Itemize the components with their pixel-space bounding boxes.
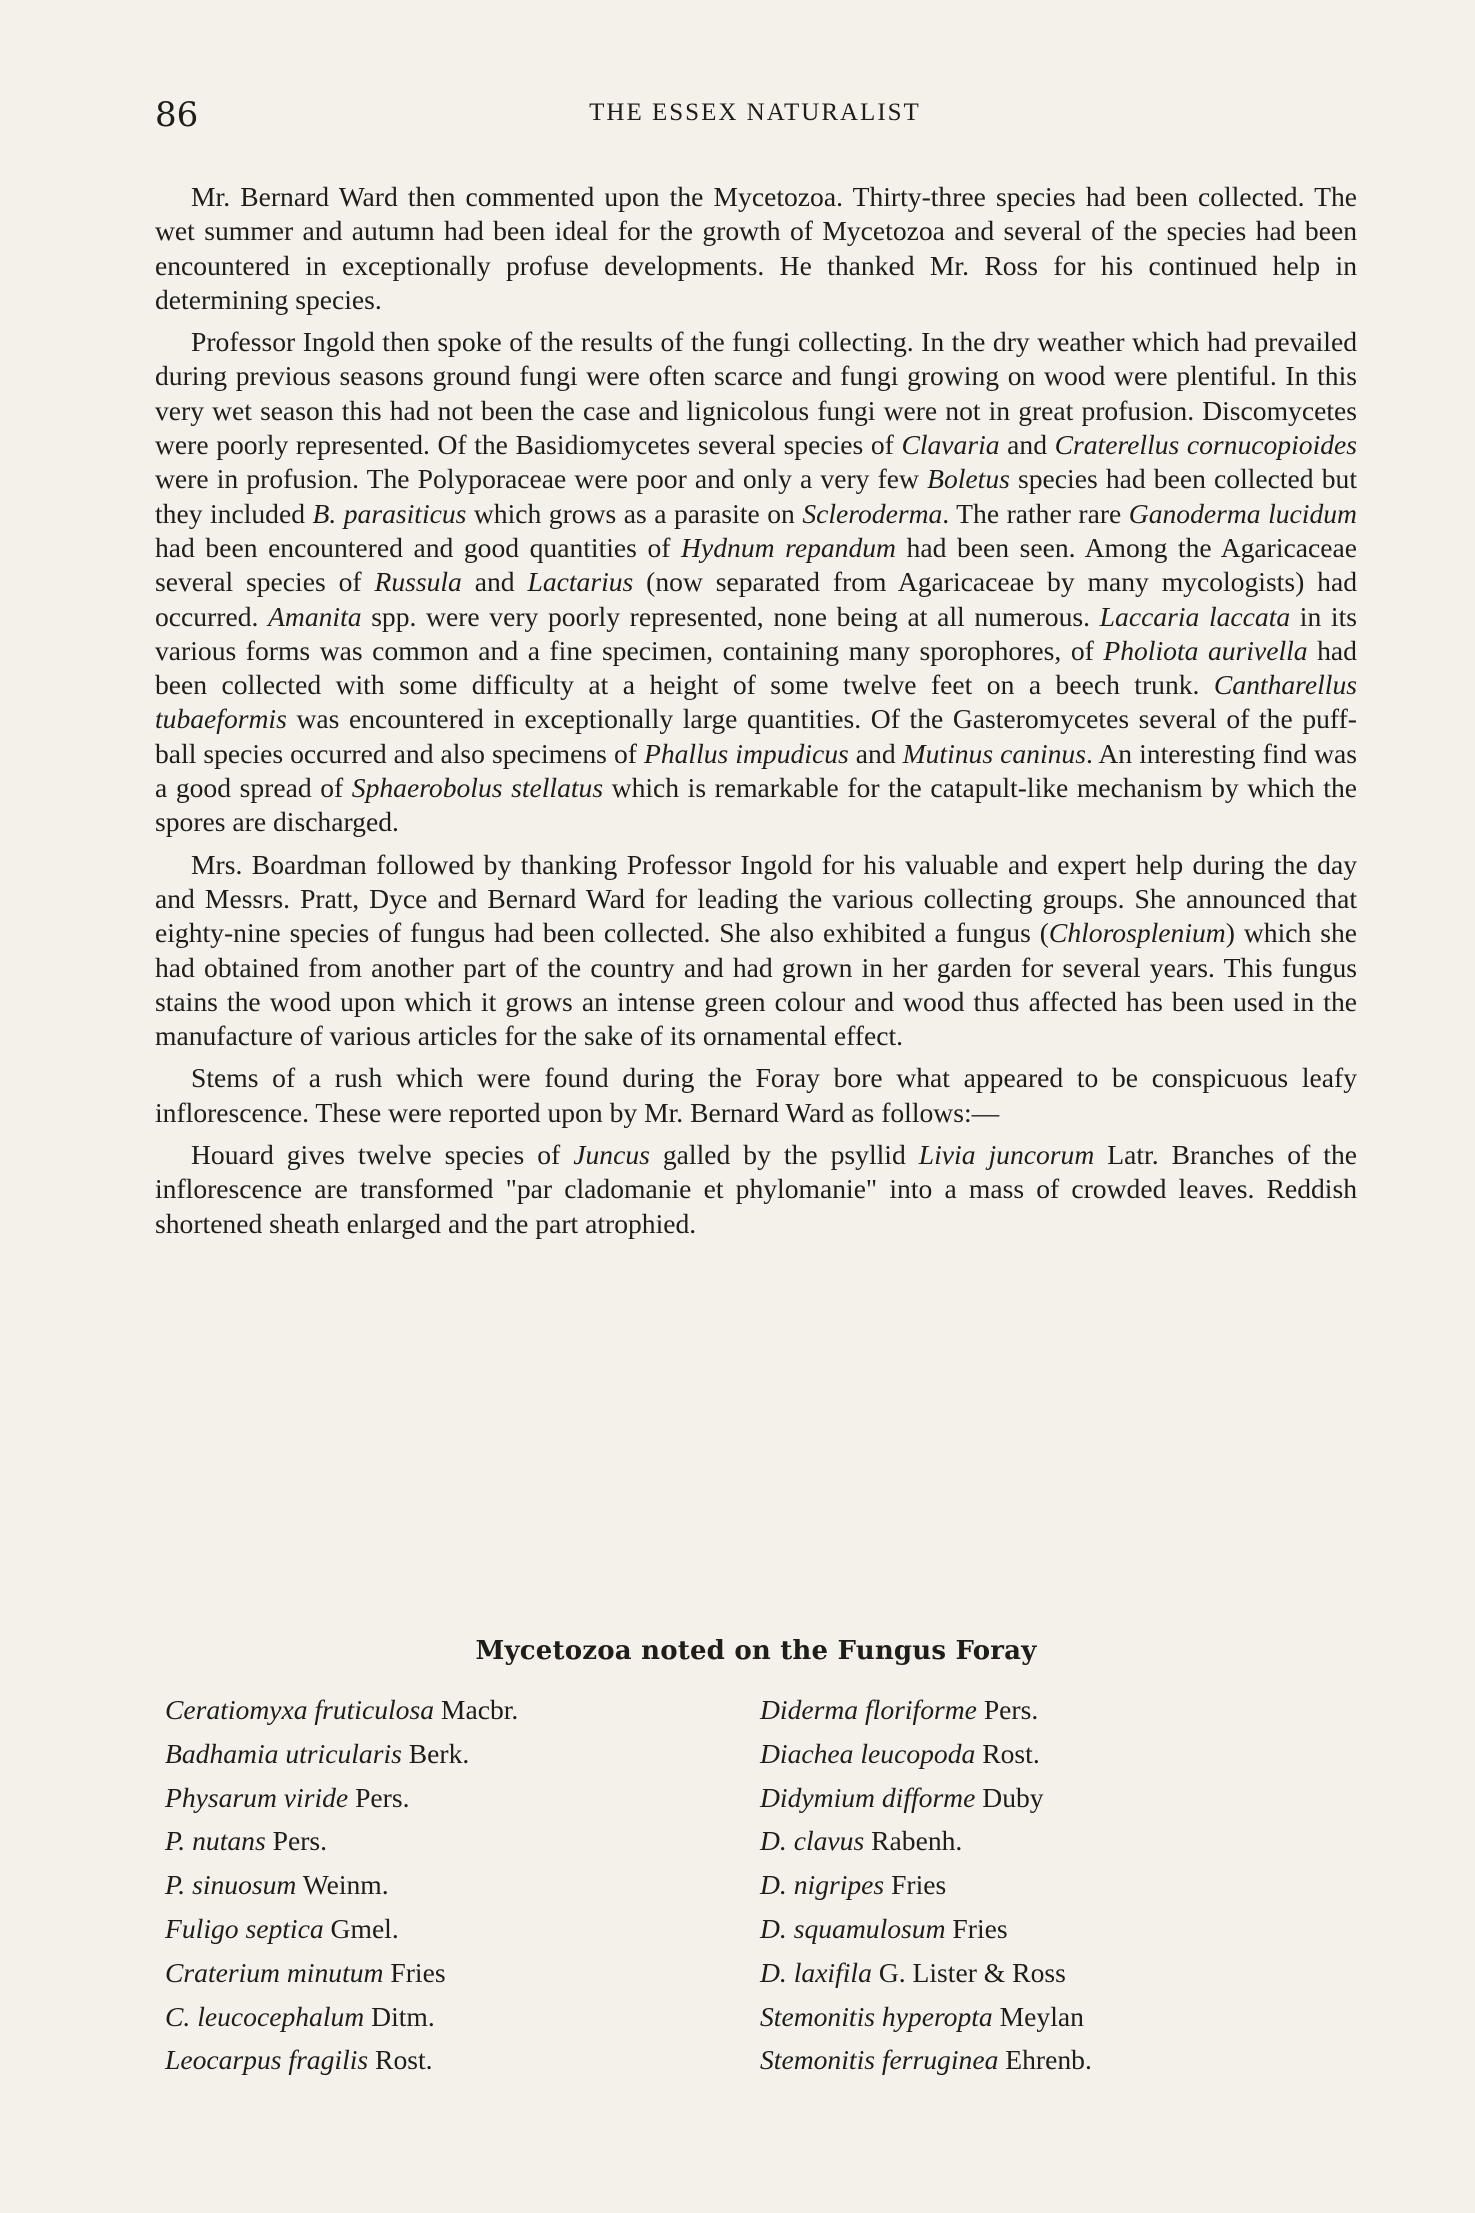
species-row <box>155 1869 1357 1913</box>
species-name: Stemonitis ferruginea <box>760 2044 999 2076</box>
species-row <box>155 2001 1357 2045</box>
species-authority: Fries <box>952 1912 1008 1944</box>
species-authority: Berk. <box>408 1737 470 1769</box>
running-title: THE ESSEX NATURALIST <box>589 99 921 126</box>
text-run: Latr. Branches of the inflorescence are transformed "par cladomanie et phylomanie" into a mass of crowded leaves. Reddish shortened sheath enlarged and the part atrophied. <box>155 1139 1357 1239</box>
species-entry <box>760 2001 1084 2033</box>
italic-taxon: Russula <box>374 566 462 598</box>
italic-taxon: Phallus impudicus <box>643 737 849 769</box>
species-row <box>155 1825 1357 1869</box>
text-run: galled by the psyllid <box>649 1139 919 1171</box>
text-run: which grows as a parasite on <box>466 497 803 529</box>
species-name: D. squamulosum <box>760 1912 946 1944</box>
page-number: 86 <box>155 95 199 135</box>
species-authority: Gmel. <box>330 1912 399 1944</box>
species-entry <box>760 2044 1092 2076</box>
species-authority: Macbr. <box>440 1694 519 1725</box>
italic-taxon: Clavaria <box>901 429 1000 461</box>
species-name: Leocarpus fragilis <box>165 2044 369 2076</box>
species-name: Diachea leucopoda <box>760 1737 976 1769</box>
italic-taxon: Amanita <box>268 600 362 632</box>
italic-taxon: Cantharellus tubaeformis <box>155 669 1357 735</box>
italic-taxon: Craterellus cornucopioides <box>1054 429 1358 461</box>
species-entry <box>760 1825 962 1857</box>
species-row <box>155 1957 1357 2001</box>
species-authority: Rost. <box>982 1737 1040 1769</box>
text-run: Mr. Bernard Ward then commented upon the Mycetozoa. Thirty-three species had been collected. The wet summer and autumn had been ideal for the growth of Mycetozoa and several of the species had been encountered in exceptionally profuse developments. He thanked Mr. Ross for his continued help in determining species. <box>155 181 1357 315</box>
species-name: Didymium difforme <box>760 1781 976 1813</box>
italic-taxon: Laccaria laccata <box>1099 600 1291 632</box>
text-run: was encountered in exceptionally large quantities. Of the Gasteromycetes several of the puff-ball species occurred and also specimens of <box>155 703 1357 769</box>
italic-taxon: Hydnum repandum <box>681 531 896 563</box>
italic-taxon: Juncus <box>573 1139 650 1171</box>
text-run: and <box>999 429 1055 461</box>
species-authority: Meylan <box>999 2000 1084 2032</box>
species-name: Badhamia utricularis <box>165 1737 402 1769</box>
italic-taxon: Mutinus caninus <box>902 737 1086 769</box>
species-name: P. nutans <box>165 1825 266 1857</box>
italic-taxon: Pholiota aurivella <box>1103 634 1308 666</box>
species-entry <box>165 1825 327 1857</box>
species-entry <box>165 2044 433 2076</box>
text-run: (now separated from Agaricaceae by many mycologists) had occurred. <box>155 566 1357 632</box>
body-text <box>155 180 1357 1249</box>
species-name: Diderma floriforme <box>760 1694 977 1725</box>
italic-taxon: Livia juncorum <box>918 1139 1095 1171</box>
text-run: and <box>848 737 903 769</box>
species-name: D. nigripes <box>760 1869 885 1901</box>
text-run: Mrs. Boardman followed by thanking Professor Ingold for his valuable and expert help during the day and Messrs. Pratt, Dyce and Bernard Ward for leading the various collecting groups. She announced that eighty-nine species of fungus had been collected. She also exhibited a fungus ( <box>155 848 1357 949</box>
species-authority: Ehrenb. <box>1005 2044 1092 2076</box>
species-row <box>155 1782 1357 1826</box>
text-run: spp. were very poorly represented, none being at all numerous. <box>361 600 1100 632</box>
species-name: P. sinuosum <box>165 1869 297 1901</box>
text-run: were in profusion. The Polyporaceae were poor and only a very few <box>155 463 928 495</box>
species-name: Fuligo septica <box>165 1912 324 1944</box>
species-row <box>155 1738 1357 1782</box>
species-name: Ceratiomyxa fruticulosa <box>165 1694 435 1725</box>
species-entry <box>760 1869 946 1901</box>
species-authority: Fries <box>390 1956 446 1988</box>
running-head <box>155 95 1355 139</box>
species-authority: Duby <box>982 1781 1044 1813</box>
text-run: and <box>461 566 528 598</box>
text-run: . An interesting find was a good spread of <box>155 737 1357 804</box>
species-entry <box>165 1694 518 1726</box>
species-entry <box>165 1913 399 1945</box>
species-entry <box>165 1782 410 1814</box>
species-authority: Pers. <box>355 1781 410 1813</box>
text-run: had been collected with some difficulty at a height of some twelve feet on a beech trunk. <box>155 634 1357 701</box>
species-authority: Fries <box>891 1869 947 1901</box>
species-entry <box>760 1738 1040 1770</box>
italic-taxon: Scleroderma <box>802 497 943 529</box>
species-entry <box>165 1957 446 1989</box>
italic-taxon: Chlorosplenium <box>1048 917 1226 949</box>
species-authority: Pers. <box>272 1825 328 1857</box>
text-run: Houard gives twelve species of <box>191 1139 574 1171</box>
species-list <box>155 1694 1357 2088</box>
species-name: D. laxifila <box>760 1956 872 1988</box>
italic-taxon: Ganoderma lucidum <box>1128 497 1357 529</box>
species-row <box>155 1913 1357 1957</box>
paragraph <box>155 1061 1357 1130</box>
text-run: Professor Ingold then spoke of the results of the fungi collecting. In the dry weather which had prevailed during previous seasons ground fungi were often scarce and fungi growing on wood were plentiful. In this very wet season this had not been the case and lignicolous fungi were not in great profusion. Discomycetes were poorly represented. Of the Basidiomycetes several species of <box>155 326 1357 461</box>
species-entry <box>165 1738 469 1770</box>
text-run: had been seen. Among the Agaricaceae several species of <box>155 531 1358 598</box>
paragraph <box>155 1138 1357 1241</box>
species-entry <box>165 1869 389 1901</box>
italic-taxon: Sphaerobolus stellatus <box>351 772 604 804</box>
species-entry <box>165 2001 435 2033</box>
species-authority: G. Lister & Ross <box>878 1956 1066 1988</box>
species-name: Physarum viride <box>165 1781 349 1813</box>
species-name: Stemonitis hyperopta <box>760 2000 993 2032</box>
species-authority: Rost. <box>375 2044 433 2076</box>
species-name: Craterium minutum <box>165 1956 384 1988</box>
species-row <box>155 1694 1357 1738</box>
species-authority: Pers. <box>983 1694 1039 1725</box>
species-authority: Rabenh. <box>871 1825 963 1857</box>
italic-taxon: Lactarius <box>527 566 634 598</box>
italic-taxon: Boletus <box>927 463 1010 495</box>
text-run: had been encountered and good quantities of <box>155 531 682 563</box>
species-authority: Ditm. <box>371 2000 435 2032</box>
species-entry <box>760 1957 1066 1989</box>
species-row <box>155 2044 1357 2088</box>
species-entry <box>760 1913 1008 1945</box>
italic-taxon: B. parasiticus <box>312 497 467 529</box>
text-run: in its various forms was common and a fine specimen, containing many sporophores, of <box>155 600 1357 666</box>
paragraph <box>155 325 1357 839</box>
list-heading: Mycetozoa noted on the Fungus Foray <box>475 1636 1037 1666</box>
species-entry <box>760 1694 1038 1726</box>
species-authority: Weinm. <box>302 1869 389 1901</box>
text-run: which is remarkable for the catapult-like mechanism by which the spores are discharged. <box>155 772 1358 838</box>
text-run: ) which she had obtained from another part of the country and had grown in her garden for several years. This fungus stains the wood upon which it grows an intense green colour and wood thus affected has been used in the manufacture of various articles for the sake of its ornamental effect. <box>155 917 1357 1052</box>
text-run: . The rather rare <box>942 497 1129 529</box>
paragraph <box>155 180 1357 317</box>
text-run: species had been collected but they included <box>155 463 1357 529</box>
text-run: Stems of a rush which were found during the Foray bore what appeared to be conspicuous leafy inflorescence. These were reported upon by Mr. Bernard Ward as follows:— <box>155 1062 1357 1128</box>
paragraph <box>155 848 1357 1054</box>
species-entry <box>760 1782 1044 1814</box>
species-name: D. clavus <box>760 1825 865 1857</box>
species-name: C. leucocephalum <box>165 2000 365 2032</box>
